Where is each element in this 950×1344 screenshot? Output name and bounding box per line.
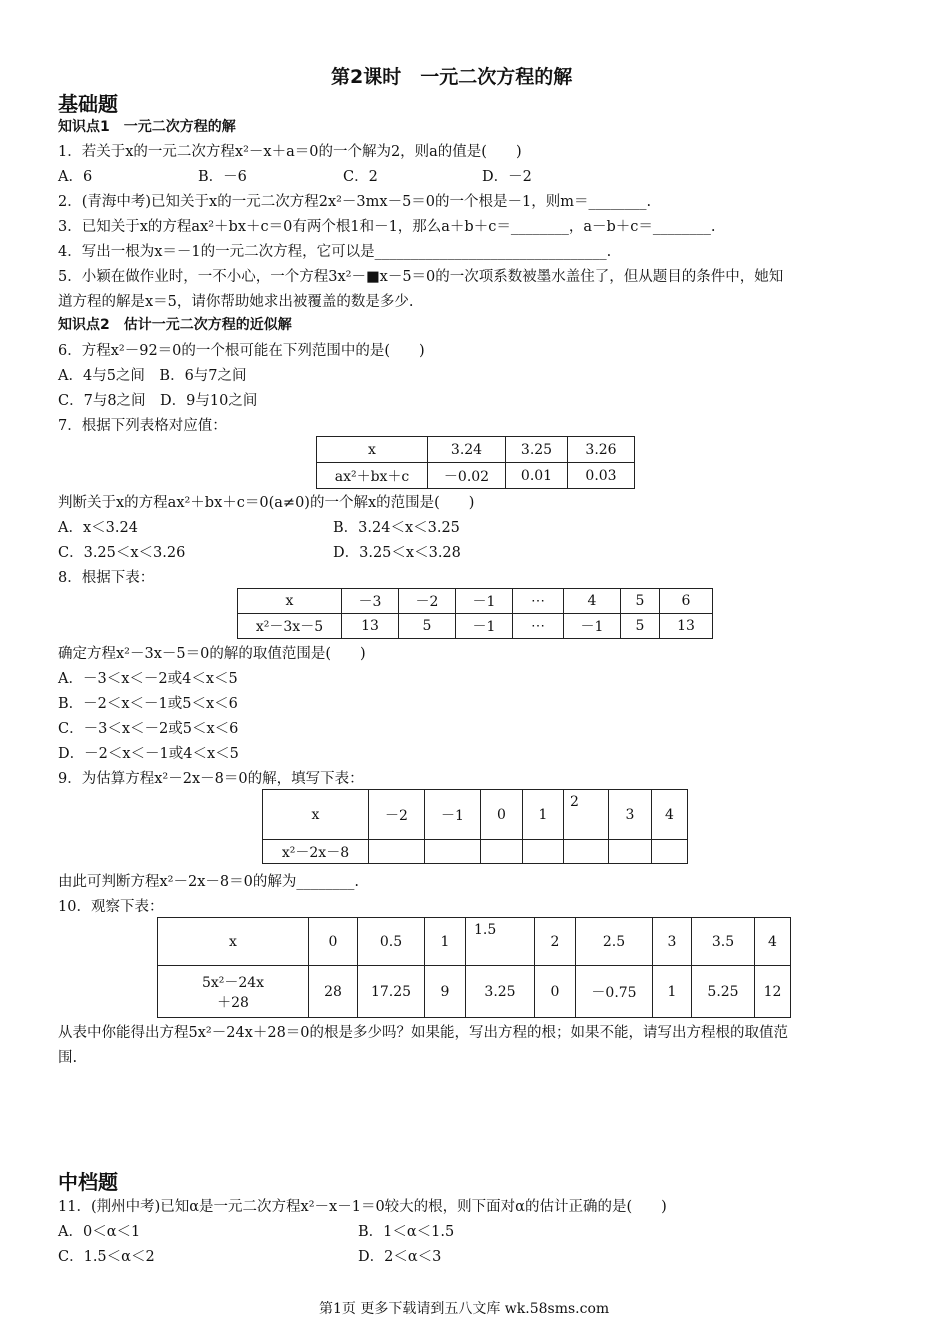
table-cell xyxy=(369,840,425,864)
table-cell xyxy=(523,840,564,864)
q7-option-d: D．3.25＜x＜3.28 xyxy=(333,545,461,561)
table-cell xyxy=(652,840,688,864)
table-cell: 0.5 xyxy=(358,918,425,966)
table-cell: x xyxy=(238,589,342,614)
table-cell: 0.03 xyxy=(568,463,635,489)
q6-options-cd: C．7与8之间 D．9与10之间 xyxy=(58,393,258,409)
table-cell: 3.25 xyxy=(506,437,568,463)
q8-option-b: B．－2＜x＜－1或5＜x＜6 xyxy=(58,696,238,712)
table-cell: 3.24 xyxy=(428,437,506,463)
table-cell: 13 xyxy=(342,614,399,639)
table-cell: x xyxy=(317,437,428,463)
table-cell: 1 xyxy=(425,918,466,966)
table-cell: －1 xyxy=(456,589,513,614)
q7-option-b: B．3.24＜x＜3.25 xyxy=(333,520,460,536)
q8-option-c: C．－3＜x＜－2或5＜x＜6 xyxy=(58,721,239,737)
table-cell: 3 xyxy=(653,918,692,966)
section-basic-heading: 基础题 xyxy=(58,92,118,116)
q1-option-c: C．2 xyxy=(343,169,378,185)
table-cell: 4 xyxy=(652,790,688,840)
table-cell: 0 xyxy=(535,966,576,1018)
table-cell: 12 xyxy=(755,966,791,1018)
table-cell xyxy=(425,840,481,864)
question-2: 2．(青海中考)已知关于x的一元二次方程2x²－3mx－5＝0的一个根是－1，则m＝________. xyxy=(58,194,652,210)
question-5-line-2: 道方程的解是x＝5，请你帮助她求出被覆盖的数是多少. xyxy=(58,294,414,310)
table-cell: ⋯ xyxy=(513,589,564,614)
table-cell: 1 xyxy=(653,966,692,1018)
table-row-label-line-2: ＋28 xyxy=(217,994,249,1011)
q8-judge: 确定方程x²－3x－5＝0的解的取值范围是( ) xyxy=(58,646,366,662)
table-cell: 6 xyxy=(660,589,713,614)
table-cell xyxy=(609,840,652,864)
q11-option-c: C．1.5＜α＜2 xyxy=(58,1249,155,1265)
table-cell: 5.25 xyxy=(692,966,755,1018)
table-cell: 0.01 xyxy=(506,463,568,489)
table-cell: x xyxy=(263,790,369,840)
knowledge-point-2: 知识点2 估计一元二次方程的近似解 xyxy=(58,317,292,333)
question-11: 11．(荆州中考)已知α是一元二次方程x²－x－1＝0较大的根，则下面对α的估计正确的是( ) xyxy=(58,1199,667,1215)
table-cell: 3 xyxy=(609,790,652,840)
table-cell: 1 xyxy=(523,790,564,840)
question-9: 9．为估算方程x²－2x－8＝0的解，填写下表： xyxy=(58,771,364,787)
knowledge-point-1: 知识点1 一元二次方程的解 xyxy=(58,119,236,135)
table-cell: x xyxy=(158,918,309,966)
table-cell: 17.25 xyxy=(358,966,425,1018)
q7-judge: 判断关于x的方程ax²＋bx＋c＝0(a≠0)的一个解x的范围是( ) xyxy=(58,495,475,511)
table-cell: 13 xyxy=(660,614,713,639)
table-cell: 0 xyxy=(309,918,358,966)
q11-option-a: A．0＜α＜1 xyxy=(58,1224,141,1240)
table-cell: 2 xyxy=(535,918,576,966)
table-cell: －1 xyxy=(564,614,621,639)
table-cell xyxy=(481,840,523,864)
table-cell: －1 xyxy=(425,790,481,840)
table-cell: 5 xyxy=(621,589,660,614)
table-cell: 3.5 xyxy=(692,918,755,966)
table-cell: 5 xyxy=(621,614,660,639)
q8-option-a: A．－3＜x＜－2或4＜x＜5 xyxy=(58,671,238,687)
q11-option-b: B．1＜α＜1.5 xyxy=(358,1224,455,1240)
table-cell: 2.5 xyxy=(576,918,653,966)
page-title: 第2课时 一元二次方程的解 xyxy=(331,66,573,88)
table-cell: 0 xyxy=(481,790,523,840)
table-cell: 5 xyxy=(399,614,456,639)
table-row-label-line-1: 5x²－24x xyxy=(201,974,265,991)
table-cell: 9 xyxy=(425,966,466,1018)
table-cell: －0.02 xyxy=(428,463,506,489)
table-cell xyxy=(158,966,309,1018)
table-q7 xyxy=(316,436,635,489)
table-cell: 1.5 xyxy=(466,918,535,966)
table-cell: 28 xyxy=(309,966,358,1018)
question-7: 7．根据下列表格对应值： xyxy=(58,418,227,434)
q7-option-a: A．x＜3.24 xyxy=(58,520,138,536)
question-3: 3．已知关于x的方程ax²＋bx＋c＝0有两个根1和－1，那么a＋b＋c＝________，a－b＋c＝________. xyxy=(58,219,716,235)
q10-line-2: 围. xyxy=(58,1050,78,1066)
table-cell: 4 xyxy=(564,589,621,614)
q11-option-d: D．2＜α＜3 xyxy=(358,1249,442,1265)
q7-option-c: C．3.25＜x＜3.26 xyxy=(58,545,186,561)
question-8: 8．根据下表： xyxy=(58,570,155,586)
question-1: 1．若关于x的一元二次方程x²－x＋a＝0的一个解为2，则a的值是( ) xyxy=(58,144,522,160)
table-cell: －2 xyxy=(369,790,425,840)
page-footer: 第1页 更多下载请到五八文库 wk.58sms.com xyxy=(319,1301,610,1317)
table-cell: 2 xyxy=(564,790,609,840)
q9-judge: 由此可判断方程x²－2x－8＝0的解为________. xyxy=(58,874,359,890)
table-cell: 3.26 xyxy=(568,437,635,463)
table-cell: 3.25 xyxy=(466,966,535,1018)
table-cell: －1 xyxy=(456,614,513,639)
q10-line-1: 从表中你能得出方程5x²－24x＋28＝0的根是多少吗？如果能，写出方程的根；如果不能，请写出方程根的取值范 xyxy=(58,1025,789,1041)
q1-option-a: A．6 xyxy=(58,169,93,185)
question-5-line-1: 5．小颖在做作业时，一不小心，一个方程3x²－■x－5＝0的一次项系数被墨水盖住了，但从题目的条件中，她知 xyxy=(58,269,784,285)
table-cell xyxy=(564,840,609,864)
table-cell: －0.75 xyxy=(576,966,653,1018)
table-cell: x²－2x－8 xyxy=(263,840,369,864)
question-4: 4．写出一根为x＝－1的一元二次方程，它可以是________________________________. xyxy=(58,244,612,260)
q6-options-ab: A．4与5之间 B．6与7之间 xyxy=(58,368,247,384)
table-q8 xyxy=(237,588,713,639)
table-cell: －2 xyxy=(399,589,456,614)
q1-option-b: B．－6 xyxy=(198,169,247,185)
q1-option-d: D．－2 xyxy=(482,169,532,185)
section-medium-heading: 中档题 xyxy=(58,1170,118,1194)
table-cell: －3 xyxy=(342,589,399,614)
table-q9 xyxy=(262,789,688,864)
question-6: 6．方程x²－92＝0的一个根可能在下列范围中的是( ) xyxy=(58,343,425,359)
table-cell: ⋯ xyxy=(513,614,564,639)
question-10: 10．观察下表： xyxy=(58,899,164,915)
q8-option-d: D．－2＜x＜－1或4＜x＜5 xyxy=(58,746,239,762)
table-cell: 4 xyxy=(755,918,791,966)
table-cell: ax²＋bx＋c xyxy=(317,463,428,489)
table-cell: x²－3x－5 xyxy=(238,614,342,639)
table-q10 xyxy=(157,917,791,1018)
